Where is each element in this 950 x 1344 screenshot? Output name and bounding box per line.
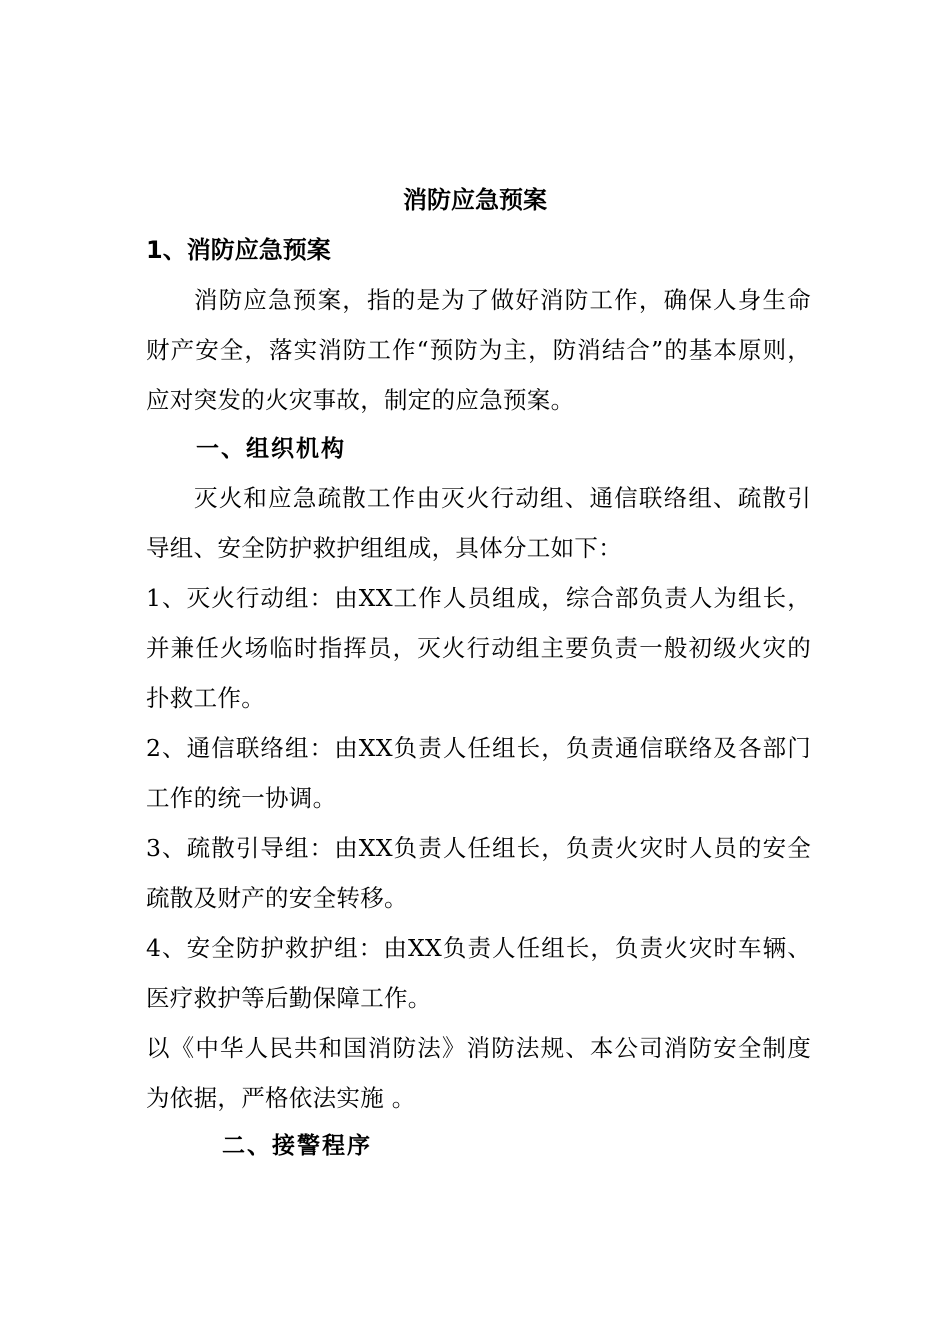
list-item-1: 1、灭火行动组：由XX工作人员组成，综合部负责人为组长，并兼任火场临时指挥员，灭火行动组主要负责一般初级火灾的扑救工作。	[146, 584, 811, 712]
section-2-title: 二、接警程序	[222, 1132, 372, 1159]
section-1-title: 一、组织机构	[196, 435, 346, 462]
section-1-intro: 灭火和应急疏散工作由灭火行动组、通信联络组、疏散引导组、安全防护救护组组成，具体分工如下：	[146, 484, 811, 562]
legal-basis-paragraph: 以《中华人民共和国消防法》消防法规、本公司消防安全制度为依据，严格依法实施 。	[146, 1034, 811, 1112]
intro-paragraph: 消防应急预案，指的是为了做好消防工作，确保人身生命财产安全，落实消防工作“预防为主，防消结合”的基本原则，应对突发的火灾事故，制定的应急预案。	[146, 286, 811, 414]
list-item-4: 4、安全防护救护组：由XX负责人任组长，负责火灾时车辆、医疗救护等后勤保障工作。	[146, 934, 811, 1012]
heading-1: 1、消防应急预案	[146, 236, 331, 264]
list-item-3: 3、疏散引导组：由XX负责人任组长，负责火灾时人员的安全疏散及财产的安全转移。	[146, 834, 811, 912]
list-item-2: 2、通信联络组：由XX负责人任组长，负责通信联络及各部门工作的统一协调。	[146, 734, 811, 812]
document-title: 消防应急预案	[403, 186, 547, 214]
